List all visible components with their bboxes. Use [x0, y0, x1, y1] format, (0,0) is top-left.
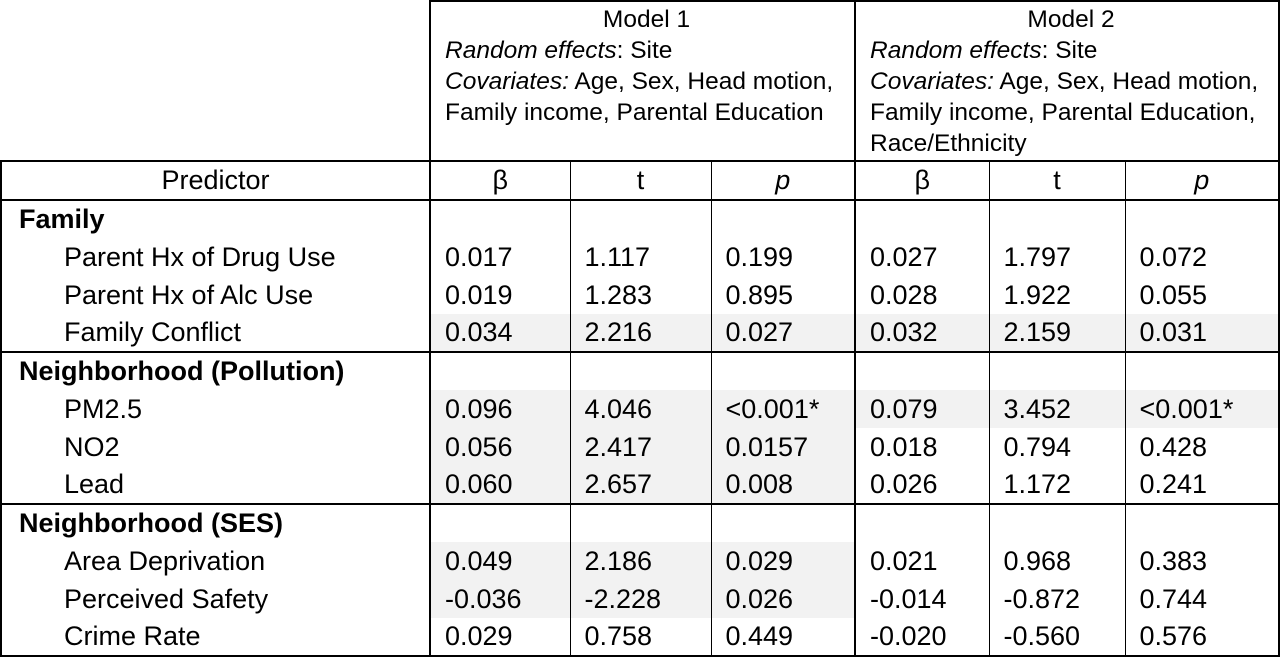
m1-p: 0.026 — [711, 580, 855, 618]
row-label: Crime Rate — [1, 618, 430, 656]
m1-beta: 0.060 — [430, 466, 570, 504]
model-1-random-label: Random effects — [445, 37, 617, 64]
m1-p: <0.001* — [711, 390, 855, 428]
col-header-m2-p: p — [1125, 161, 1279, 200]
col-header-predictor: Predictor — [1, 161, 430, 200]
m2-p: 0.428 — [1125, 428, 1279, 466]
model-2-random-value: : Site — [1041, 37, 1098, 64]
m1-beta: 0.056 — [430, 428, 570, 466]
m1-t: 4.046 — [570, 390, 711, 428]
section-title-family: Family — [1, 200, 430, 238]
m1-beta: 0.029 — [430, 618, 570, 656]
m1-beta: 0.049 — [430, 542, 570, 580]
m1-t: 2.216 — [570, 314, 711, 352]
m1-t: 2.417 — [570, 428, 711, 466]
row-label: Parent Hx of Alc Use — [1, 276, 430, 314]
model-2-title: Model 2 — [1027, 6, 1115, 33]
table-row — [1, 580, 1279, 618]
model-2-covariates-value: Age, Sex, Head motion, Family income, Parental Education, Race/Ethnicity — [870, 68, 1259, 157]
m2-p: 0.241 — [1125, 466, 1279, 504]
m1-beta: 0.017 — [430, 238, 570, 276]
m2-t: 1.172 — [989, 466, 1125, 504]
m1-beta: 0.034 — [430, 314, 570, 352]
section-title-pollution: Neighborhood (Pollution) — [1, 352, 430, 390]
model-2-covariates-label: Covariates: — [870, 68, 994, 95]
m2-p: 0.744 — [1125, 580, 1279, 618]
model-header-row — [1, 1, 1279, 161]
m2-p: <0.001* — [1125, 390, 1279, 428]
model-1-covariates-value: Age, Sex, Head motion, Family income, Parental Education — [445, 68, 834, 126]
row-label: Family Conflict — [1, 314, 430, 352]
row-label: Parent Hx of Drug Use — [1, 238, 430, 276]
m2-t: 2.159 — [989, 314, 1125, 352]
m1-t: -2.228 — [570, 580, 711, 618]
m2-beta: -0.020 — [855, 618, 989, 656]
m2-t: 1.797 — [989, 238, 1125, 276]
section-row — [1, 200, 1279, 238]
model-1-header — [430, 1, 855, 161]
m1-p: 0.895 — [711, 276, 855, 314]
m2-beta: 0.032 — [855, 314, 989, 352]
col-header-m1-t: t — [570, 161, 711, 200]
table-row — [1, 618, 1279, 656]
m1-beta: 0.019 — [430, 276, 570, 314]
section-title-ses: Neighborhood (SES) — [1, 504, 430, 542]
section-row — [1, 352, 1279, 390]
m2-p: 0.072 — [1125, 238, 1279, 276]
row-label: NO2 — [1, 428, 430, 466]
m2-t: 3.452 — [989, 390, 1125, 428]
m2-t: 0.968 — [989, 542, 1125, 580]
column-header-row — [1, 161, 1279, 200]
m1-t: 1.117 — [570, 238, 711, 276]
m1-beta: -0.036 — [430, 580, 570, 618]
table-row — [1, 466, 1279, 504]
model-1-covariates-label: Covariates: — [445, 68, 569, 95]
model-1-title: Model 1 — [602, 6, 691, 33]
m2-p: 0.576 — [1125, 618, 1279, 656]
m2-beta: -0.014 — [855, 580, 989, 618]
header-blank-cell — [1, 1, 430, 161]
m2-t: 1.922 — [989, 276, 1125, 314]
row-label: PM2.5 — [1, 390, 430, 428]
row-label: Area Deprivation — [1, 542, 430, 580]
m1-t: 0.758 — [570, 618, 711, 656]
m2-t: 0.794 — [989, 428, 1125, 466]
col-header-m1-beta: β — [430, 161, 570, 200]
row-label: Perceived Safety — [1, 580, 430, 618]
m1-p: 0.029 — [711, 542, 855, 580]
m2-p: 0.055 — [1125, 276, 1279, 314]
m1-t: 2.186 — [570, 542, 711, 580]
model-1-random-value: : Site — [616, 37, 673, 64]
col-header-m1-p: p — [711, 161, 855, 200]
m2-beta: 0.027 — [855, 238, 989, 276]
m2-beta: 0.026 — [855, 466, 989, 504]
table-row — [1, 390, 1279, 428]
m2-beta: 0.028 — [855, 276, 989, 314]
col-header-m2-t: t — [989, 161, 1125, 200]
m1-p: 0.008 — [711, 466, 855, 504]
m1-beta: 0.096 — [430, 390, 570, 428]
m2-beta: 0.079 — [855, 390, 989, 428]
m1-p: 0.027 — [711, 314, 855, 352]
table-row — [1, 238, 1279, 276]
m2-p: 0.031 — [1125, 314, 1279, 352]
table-row — [1, 276, 1279, 314]
row-label: Lead — [1, 466, 430, 504]
m1-p: 0.449 — [711, 618, 855, 656]
col-header-m2-beta: β — [855, 161, 989, 200]
m2-t: -0.560 — [989, 618, 1125, 656]
m1-p: 0.199 — [711, 238, 855, 276]
table-row — [1, 314, 1279, 352]
m2-beta: 0.018 — [855, 428, 989, 466]
model-2-header — [855, 1, 1279, 161]
model-2-random-label: Random effects — [870, 37, 1042, 64]
m1-t: 2.657 — [570, 466, 711, 504]
m1-t: 1.283 — [570, 276, 711, 314]
m1-p: 0.0157 — [711, 428, 855, 466]
m2-p: 0.383 — [1125, 542, 1279, 580]
m2-t: -0.872 — [989, 580, 1125, 618]
table-row — [1, 542, 1279, 580]
section-row — [1, 504, 1279, 542]
table-row — [1, 428, 1279, 466]
m2-beta: 0.021 — [855, 542, 989, 580]
